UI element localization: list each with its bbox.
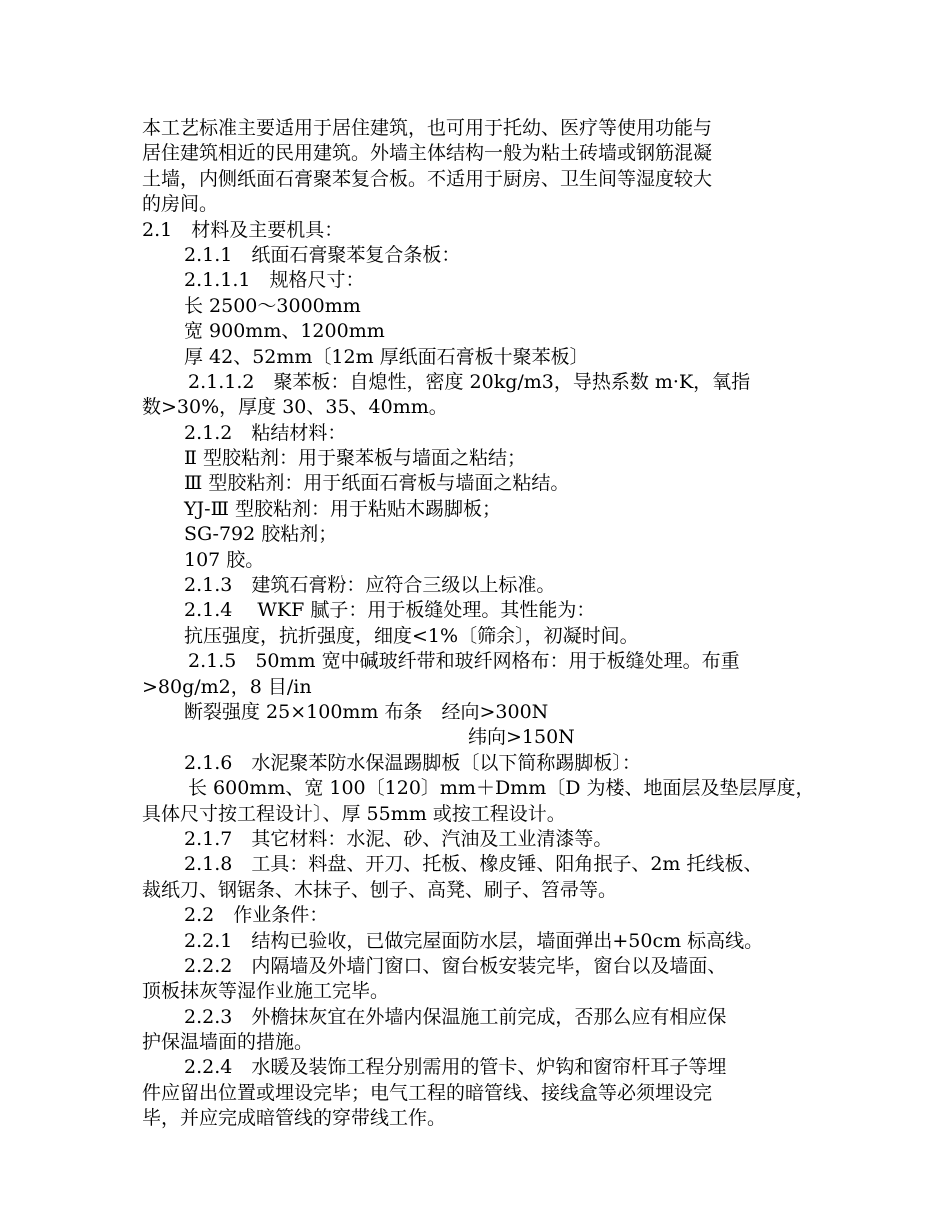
text-line: 土墙，内侧纸面石膏聚苯复合板。不适用于厨房、卫生间等湿度较大 — [142, 167, 713, 190]
subsection-heading: 2.1.6 水泥聚苯防水保温踢脚板〔以下简称踢脚板〕： — [184, 751, 641, 774]
subsection-heading: 2.2.1 结构已验收，已做完屋面防水层，墙面弹出+50cm 标高线。 — [184, 929, 764, 952]
text-line: 顶板抹灰等湿作业施工完毕。 — [142, 980, 390, 1003]
text-line: 裁纸刀、钢锯条、木抹子、刨子、高凳、刷子、笤帚等。 — [142, 878, 618, 901]
text-line: 护保温墙面的措施。 — [142, 1031, 314, 1054]
section-heading: 2.2 作业条件： — [184, 904, 329, 927]
section-heading: 2.1 材料及主要机具： — [142, 218, 344, 241]
text-line: 2.1.5 50mm 宽中碱玻纤带和玻纤网格布：用于板缝处理。布重 — [188, 650, 740, 673]
text-line: 107 胶。 — [184, 548, 265, 571]
text-line: 2.1.1.2 聚苯板：自熄性，密度 20kg/m3，导热系数 m·K，氧指 — [188, 370, 751, 393]
text-line: 件应留出位置或埋设完毕；电气工程的暗管线、接线盒等必须埋设完 — [142, 1081, 713, 1104]
document-body — [142, 116, 832, 1132]
subsection-heading: 2.1.3 建筑石膏粉：应符合三级以上标准。 — [184, 574, 556, 597]
subsection-heading: 2.1.7 其它材料：水泥、砂、汽油及工业清漆等。 — [184, 827, 613, 850]
text-line: 断裂强度 25×100mm 布条 经向>300N — [184, 700, 549, 723]
subsection-heading: 2.1.1.1 规格尺寸： — [184, 269, 365, 292]
subsection-heading: 2.2.2 内隔墙及外墙门窗口、窗台板安装完毕，窗台以及墙面、 — [184, 954, 727, 977]
text-line: 毕，并应完成暗管线的穿带线工作。 — [142, 1107, 447, 1130]
subsection-heading: 2.2.3 外檐抹灰宜在外墙内保温施工前完成，否那么应有相应保 — [184, 1005, 727, 1028]
text-line: 厚 42、52mm〔12m 厚纸面石膏板十聚苯板〕 — [184, 345, 589, 368]
text-line: 的房间。 — [142, 193, 219, 216]
text-line: SG-792 胶粘剂； — [184, 523, 338, 546]
subsection-heading: 2.1.1 纸面石膏聚苯复合条板： — [184, 243, 461, 266]
subsection-heading: 2.1.2 粘结材料： — [184, 421, 347, 444]
text-line: Ⅲ 型胶粘剂：用于纸面石膏板与墙面之粘结。 — [184, 472, 570, 495]
text-line: YJ-Ⅲ 型胶粘剂：用于粘贴木踢脚板； — [184, 497, 501, 520]
text-line: 宽 900mm、1200mm — [184, 320, 385, 343]
text-line: 数>30%，厚度 30、35、40mm。 — [142, 396, 448, 419]
text-line: >80g/m2，8 目/in — [142, 675, 312, 698]
text-line: Ⅱ 型胶粘剂：用于聚苯板与墙面之粘结； — [184, 447, 526, 470]
text-line: 具体尺寸按工程设计〕、厚 55mm 或按工程设计。 — [142, 802, 566, 825]
text-line: 纬向>150N — [468, 726, 575, 749]
text-line: 长 600mm、宽 100〔120〕mm＋Dmm〔D 为楼、地面层及垫层厚度， — [188, 777, 815, 800]
text-line: 本工艺标准主要适用于居住建筑，也可用于托幼、医疗等使用功能与 — [142, 117, 713, 139]
subsection-heading: 2.1.4 WKF 腻子：用于板缝处理。其性能为： — [184, 599, 596, 622]
text-line: 长 2500～3000mm — [184, 294, 361, 317]
text-line: 居住建筑相近的民用建筑。外墙主体结构一般为粘土砖墙或钢筋混凝 — [142, 142, 713, 165]
text-line: 抗压强度，抗折强度，细度<1%〔筛余〕，初凝时间。 — [184, 624, 639, 647]
subsection-heading: 2.2.4 水暖及装饰工程分别需用的管卡、炉钩和窗帘杆耳子等埋 — [184, 1056, 727, 1079]
subsection-heading: 2.1.8 工具：料盘、开刀、托板、橡皮锤、阳角抿子、2m 托线板、 — [184, 853, 763, 876]
